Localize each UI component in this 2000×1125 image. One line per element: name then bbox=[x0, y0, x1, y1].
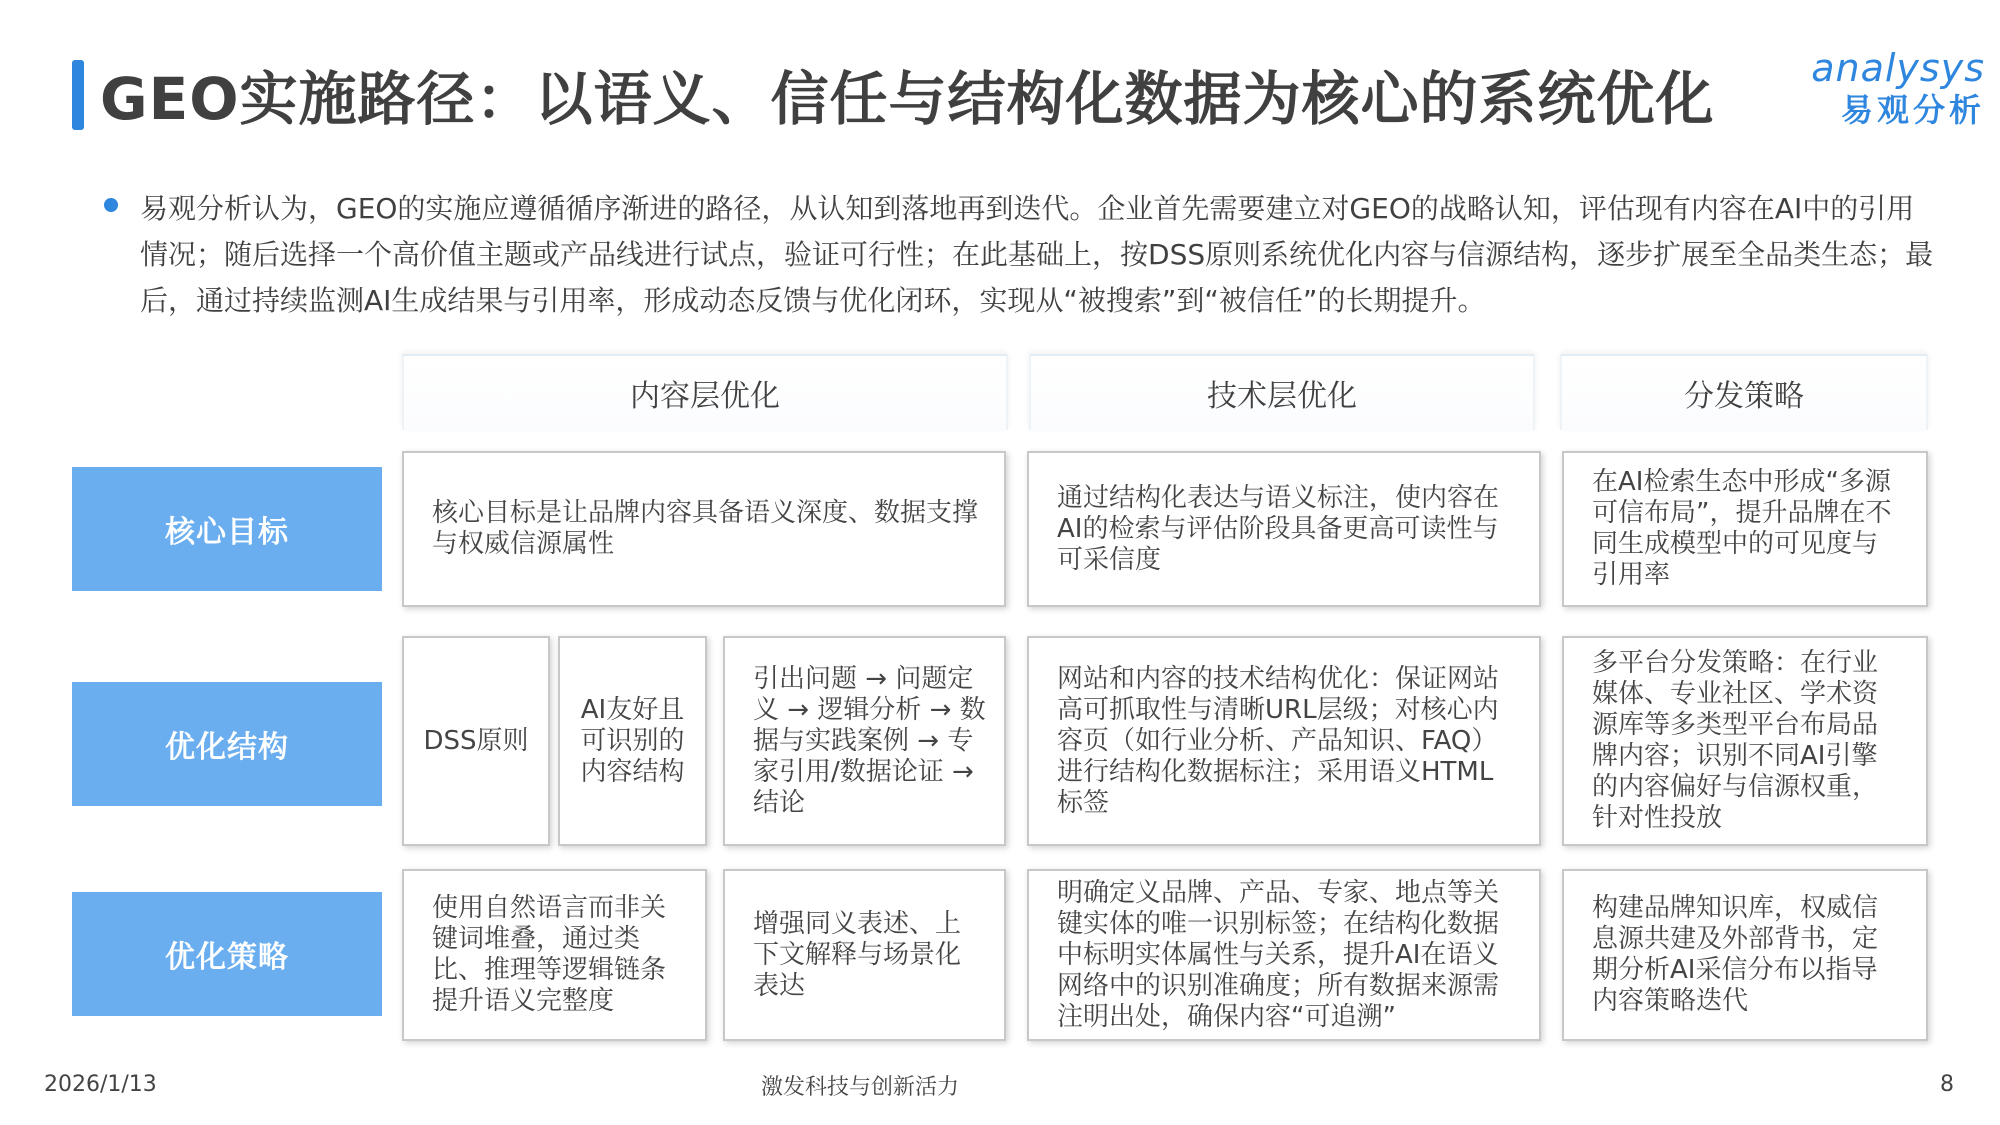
row-label-strategy: 优化策略 bbox=[72, 892, 382, 1016]
column-header-tech: 技术层优化 bbox=[1029, 354, 1535, 430]
structure-tech-cell: 网站和内容的技术结构优化：保证网站高可抓取性与清晰URL层级；对核心内容页（如行业分析、产品知识、FAQ）进行结构化数据标注；采用语义HTML标签 bbox=[1027, 636, 1541, 846]
footer-date: 2026/1/13 bbox=[44, 1072, 157, 1097]
strategy-tech-cell: 明确定义品牌、产品、专家、地点等关键实体的唯一识别标签；在结构化数据中标明实体属性与关系，提升AI在语义网络中的识别准确度；所有数据来源需注明出处，确保内容“可追溯” bbox=[1027, 869, 1541, 1041]
core-goal-content-cell: 核心目标是让品牌内容具备语义深度、数据支撑与权威信源属性 bbox=[402, 451, 1006, 607]
row-label-structure: 优化结构 bbox=[72, 682, 382, 806]
intro-text: 易观分析认为，GEO的实施应遵循循序渐进的路径，从认知到落地再到迭代。企业首先需要建立对GEO的战略认知，评估现有内容在AI中的引用情况；随后选择一个高价值主题或产品线进行试点，验证可行性；在此基础上，按DSS原则系统优化内容与信源结构，逐步扩展至全品类生态；最后，通过持续监测AI生成结果与引用率，形成动态反馈与优化闭环，实现从“被搜索”到“被信任”的长期提升。 bbox=[140, 192, 1934, 317]
intro-paragraph bbox=[104, 186, 1934, 324]
title-accent-bar bbox=[72, 60, 84, 130]
footer-slogan: 激发科技与创新活力 bbox=[760, 1075, 959, 1100]
strategy-distribution-cell: 构建品牌知识库，权威信息源共建及外部背书，定期分析AI采信分布以指导内容策略迭代 bbox=[1562, 869, 1928, 1041]
structure-logic-chain-cell: 引出问题 → 问题定义 → 逻辑分析 → 数据与实践案例 → 专家引用/数据论证 → 结论 bbox=[723, 636, 1006, 846]
column-header-distribution: 分发策略 bbox=[1560, 354, 1928, 430]
page-number: 8 bbox=[1940, 1072, 1954, 1097]
bullet-icon bbox=[104, 198, 118, 212]
core-goal-distribution-cell: 在AI检索生态中形成“多源可信布局”，提升品牌在不同生成模型中的可见度与引用率 bbox=[1562, 451, 1928, 607]
row-label-core-goal: 核心目标 bbox=[72, 467, 382, 591]
strategy-natural-language-cell: 使用自然语言而非关键词堆叠，通过类比、推理等逻辑链条提升语义完整度 bbox=[402, 869, 707, 1041]
analysys-logo bbox=[1775, 46, 1985, 130]
core-goal-tech-cell: 通过结构化表达与语义标注，使内容在AI的检索与评估阶段具备更高可读性与可采信度 bbox=[1027, 451, 1541, 607]
strategy-synonym-cell: 增强同义表述、上下文解释与场景化表达 bbox=[723, 869, 1006, 1041]
structure-distribution-cell: 多平台分发策略：在行业媒体、专业社区、学术资源库等多类型平台布局品牌内容；识别不同AI引擎的内容偏好与信源权重，针对性投放 bbox=[1562, 636, 1928, 846]
page-title: GEO实施路径：以语义、信任与结构化数据为核心的系统优化 bbox=[100, 65, 1715, 133]
structure-ai-friendly-cell: AI友好且可识别的内容结构 bbox=[558, 636, 707, 846]
structure-dss-cell: DSS原则 bbox=[402, 636, 550, 846]
logo-chinese: 易观分析 bbox=[1840, 91, 1985, 129]
logo-english: analysys bbox=[1811, 46, 1985, 90]
column-header-content: 内容层优化 bbox=[402, 354, 1008, 430]
